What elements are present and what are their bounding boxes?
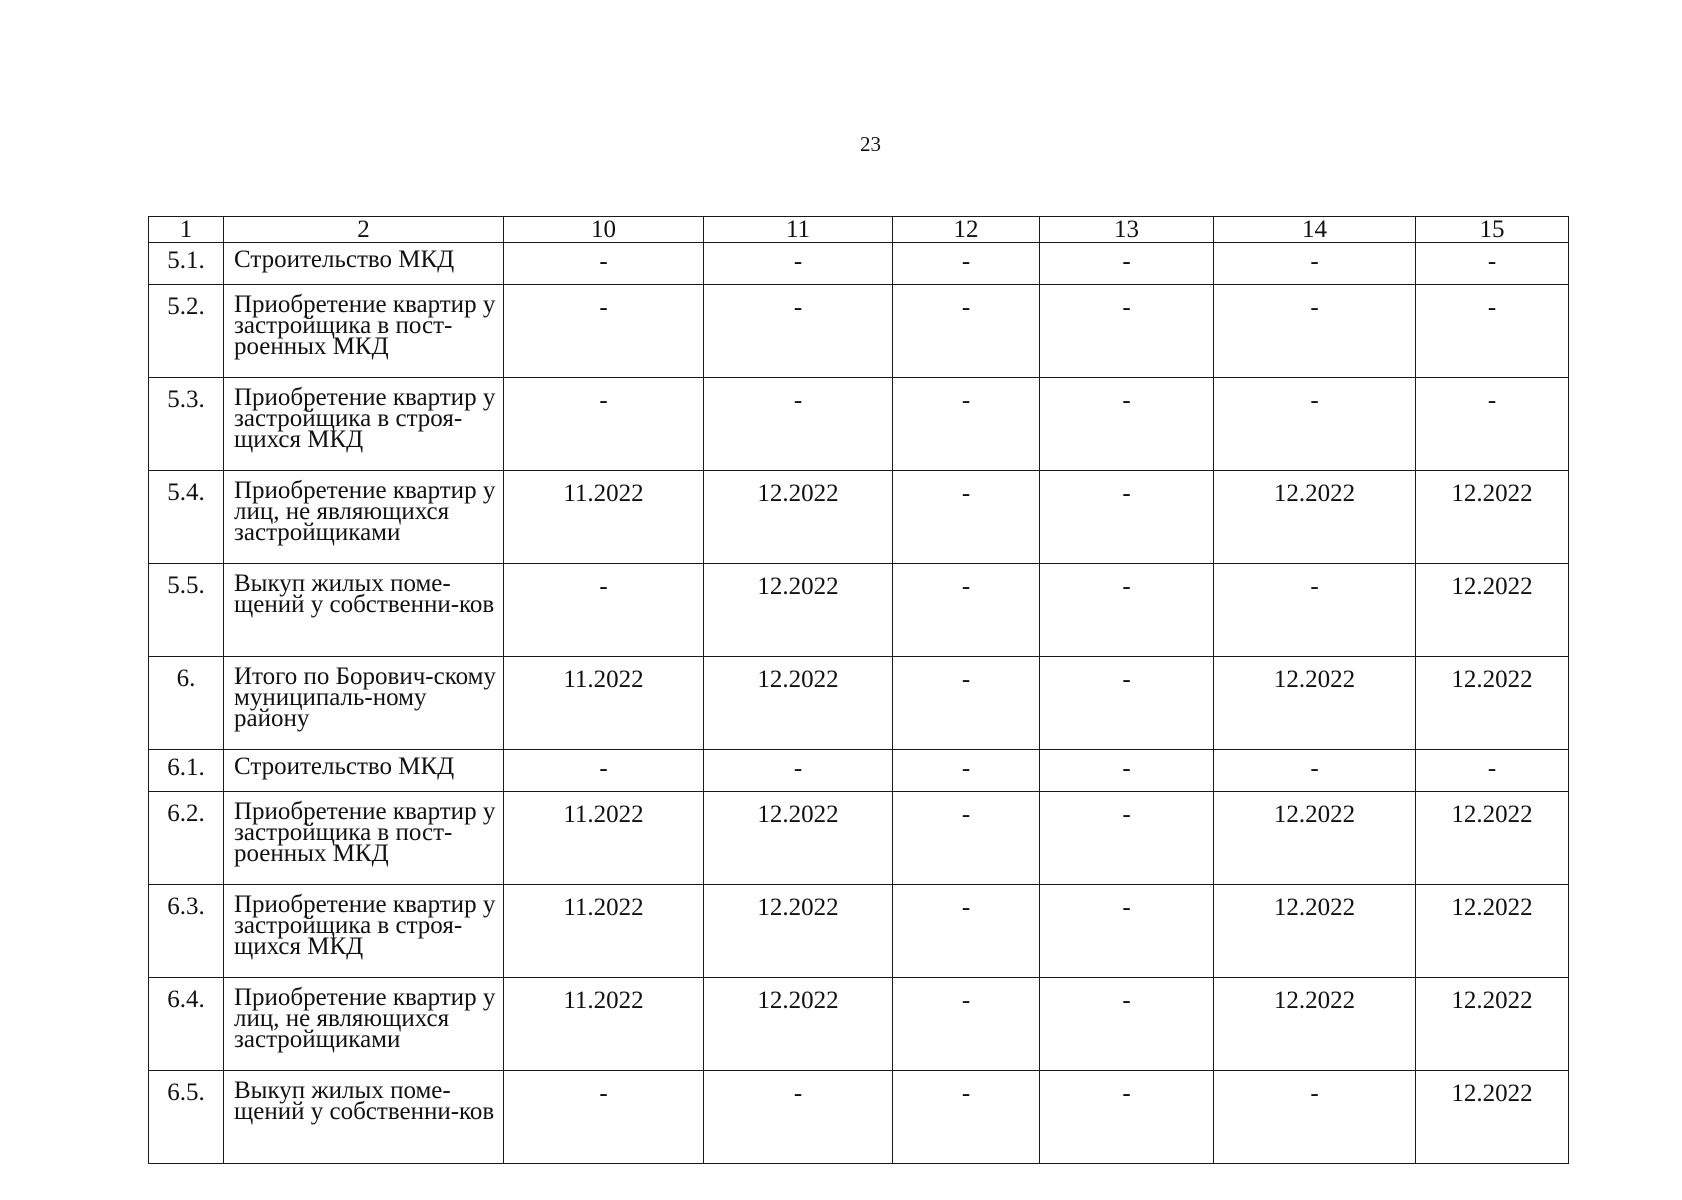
value-cell: - xyxy=(1040,378,1214,471)
row-name: Приобретение квартир у застройщика в строя-щихся МКД xyxy=(224,378,504,471)
value-cell: 11.2022 xyxy=(504,792,704,885)
column-number-cell: 14 xyxy=(1214,217,1416,243)
value-cell: - xyxy=(504,243,704,285)
column-number-cell: 2 xyxy=(224,217,504,243)
value-cell: - xyxy=(893,243,1040,285)
row-name: Приобретение квартир у застройщика в пост-роенных МКД xyxy=(224,285,504,378)
row-name: Выкуп жилых поме-щений у собственни-ков xyxy=(224,564,504,657)
row-name: Приобретение квартир у лиц, не являющихся застройщиками xyxy=(224,978,504,1071)
value-cell: - xyxy=(1040,471,1214,564)
value-cell: 12.2022 xyxy=(1214,885,1416,978)
schedule-table xyxy=(148,216,1569,1164)
row-number: 5.5. xyxy=(149,564,224,657)
value-cell: - xyxy=(1416,750,1569,792)
row-name: Выкуп жилых поме-щений у собственни-ков xyxy=(224,1071,504,1164)
value-cell: 11.2022 xyxy=(504,657,704,750)
value-cell: - xyxy=(704,750,893,792)
table-row xyxy=(149,378,1569,471)
value-cell: - xyxy=(704,243,893,285)
value-cell: 12.2022 xyxy=(1416,1071,1569,1164)
value-cell: - xyxy=(893,657,1040,750)
page-number: 23 xyxy=(860,132,881,156)
column-number-cell: 10 xyxy=(504,217,704,243)
row-name: Приобретение квартир у застройщика в пост-роенных МКД xyxy=(224,792,504,885)
value-cell: 11.2022 xyxy=(504,471,704,564)
value-cell: - xyxy=(893,792,1040,885)
row-name: Строительство МКД xyxy=(224,750,504,792)
value-cell: - xyxy=(504,378,704,471)
value-cell: - xyxy=(1040,978,1214,1071)
table-row xyxy=(149,792,1569,885)
value-cell: - xyxy=(1040,792,1214,885)
row-number: 5.4. xyxy=(149,471,224,564)
value-cell: - xyxy=(704,285,893,378)
value-cell: - xyxy=(893,750,1040,792)
row-number: 6. xyxy=(149,657,224,750)
value-cell: 12.2022 xyxy=(1416,471,1569,564)
column-number-cell: 1 xyxy=(149,217,224,243)
value-cell: 12.2022 xyxy=(704,792,893,885)
value-cell: - xyxy=(1214,1071,1416,1164)
value-cell: - xyxy=(1040,564,1214,657)
value-cell: - xyxy=(1214,243,1416,285)
row-name: Приобретение квартир у застройщика в строя-щихся МКД xyxy=(224,885,504,978)
row-name: Строительство МКД xyxy=(224,243,504,285)
value-cell: - xyxy=(1040,885,1214,978)
value-cell: 12.2022 xyxy=(1416,657,1569,750)
row-name: Приобретение квартир у лиц, не являющихся застройщиками xyxy=(224,471,504,564)
column-number-cell: 11 xyxy=(704,217,893,243)
value-cell: - xyxy=(1214,564,1416,657)
value-cell: 12.2022 xyxy=(704,471,893,564)
value-cell: - xyxy=(704,1071,893,1164)
row-number: 6.5. xyxy=(149,1071,224,1164)
value-cell: - xyxy=(893,471,1040,564)
value-cell: 12.2022 xyxy=(1214,978,1416,1071)
value-cell: 12.2022 xyxy=(1416,885,1569,978)
row-number: 5.1. xyxy=(149,243,224,285)
value-cell: - xyxy=(504,750,704,792)
value-cell: 12.2022 xyxy=(1214,792,1416,885)
value-cell: - xyxy=(504,564,704,657)
value-cell: 12.2022 xyxy=(1416,792,1569,885)
table-row xyxy=(149,1071,1569,1164)
value-cell: - xyxy=(1416,378,1569,471)
row-name: Итого по Борович-скому муниципаль-ному району xyxy=(224,657,504,750)
value-cell: - xyxy=(893,564,1040,657)
value-cell: - xyxy=(504,285,704,378)
value-cell: 12.2022 xyxy=(1214,657,1416,750)
value-cell: - xyxy=(893,1071,1040,1164)
value-cell: - xyxy=(1040,285,1214,378)
value-cell: 11.2022 xyxy=(504,885,704,978)
value-cell: 12.2022 xyxy=(704,978,893,1071)
table-row xyxy=(149,564,1569,657)
value-cell: 11.2022 xyxy=(504,978,704,1071)
value-cell: 12.2022 xyxy=(1416,978,1569,1071)
row-number: 5.2. xyxy=(149,285,224,378)
column-number-row xyxy=(149,217,1569,243)
row-number: 5.3. xyxy=(149,378,224,471)
value-cell: - xyxy=(1040,750,1214,792)
value-cell: - xyxy=(704,378,893,471)
table-row xyxy=(149,471,1569,564)
value-cell: - xyxy=(1040,243,1214,285)
value-cell: - xyxy=(504,1071,704,1164)
value-cell: 12.2022 xyxy=(704,657,893,750)
value-cell: - xyxy=(1214,750,1416,792)
value-cell: - xyxy=(1214,285,1416,378)
value-cell: - xyxy=(893,285,1040,378)
table-row xyxy=(149,285,1569,378)
row-number: 6.2. xyxy=(149,792,224,885)
column-number-cell: 13 xyxy=(1040,217,1214,243)
column-number-cell: 12 xyxy=(893,217,1040,243)
value-cell: - xyxy=(1416,243,1569,285)
value-cell: - xyxy=(1416,285,1569,378)
table-row-total xyxy=(149,657,1569,750)
row-number: 6.4. xyxy=(149,978,224,1071)
table-row xyxy=(149,885,1569,978)
value-cell: - xyxy=(1214,378,1416,471)
table-row xyxy=(149,978,1569,1071)
table-row xyxy=(149,750,1569,792)
row-number: 6.3. xyxy=(149,885,224,978)
value-cell: 12.2022 xyxy=(1214,471,1416,564)
value-cell: 12.2022 xyxy=(704,564,893,657)
value-cell: 12.2022 xyxy=(1416,564,1569,657)
value-cell: 12.2022 xyxy=(704,885,893,978)
value-cell: - xyxy=(1040,657,1214,750)
value-cell: - xyxy=(893,978,1040,1071)
table-row xyxy=(149,243,1569,285)
value-cell: - xyxy=(1040,1071,1214,1164)
column-number-cell: 15 xyxy=(1416,217,1569,243)
value-cell: - xyxy=(893,885,1040,978)
row-number: 6.1. xyxy=(149,750,224,792)
value-cell: - xyxy=(893,378,1040,471)
